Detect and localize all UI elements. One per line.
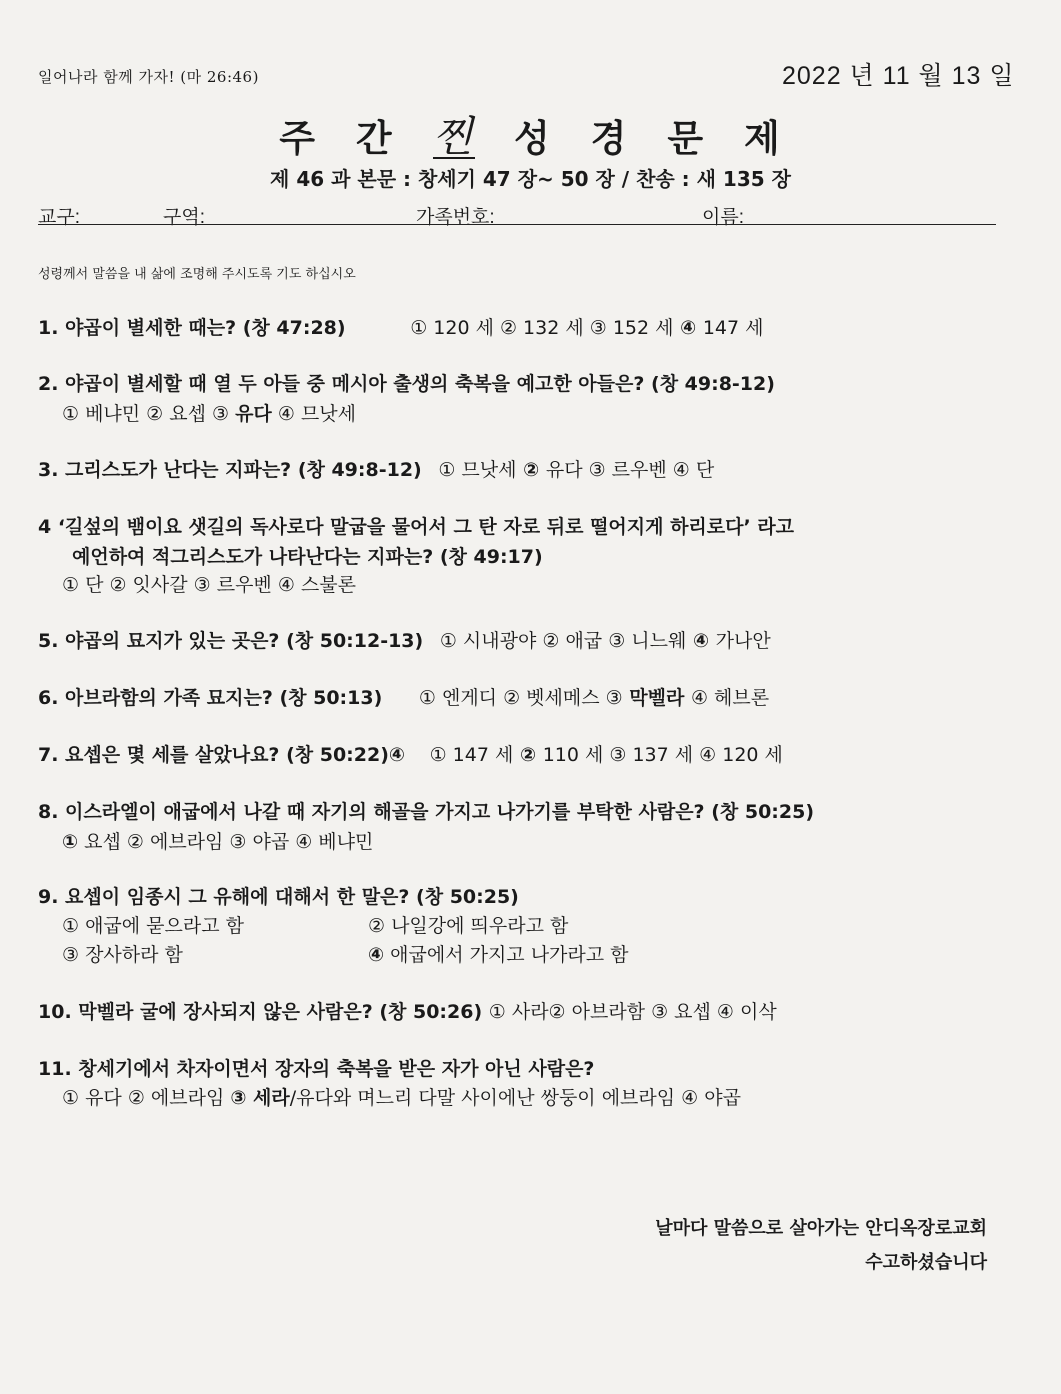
options: 요셉 ② 에브라임 ③ 야곱 ④ 베냐민 [84, 831, 374, 853]
question-1 [38, 313, 764, 340]
options: ① 시내광야 ② 애굽 ③ 니느웨 [439, 630, 687, 652]
title-char: 성 [514, 117, 552, 160]
date-text: 2022 년 11 월 13 일 [782, 62, 1015, 90]
answer-mark: ④ [680, 317, 697, 339]
options: 110 세 ③ 137 세 ④ 120 세 [542, 744, 783, 766]
closing-block [655, 1212, 987, 1280]
motto-text: 일어나라 함께 가자! (마 26:46) [38, 68, 259, 86]
question-6 [38, 683, 769, 710]
options: ① 사라② 아브라함 ③ 요셉 ④ 이삭 [488, 1001, 777, 1023]
question-2: 2. 야곱이 별세할 때 열 두 아들 중 메시아 출생의 축복을 예고한 아들은? (창 49:8-12) [38, 373, 775, 395]
title-char: 주 [279, 117, 318, 160]
question-4-options: ① 단 ② 잇사갈 ③ 르우벤 ④ 스불론 [62, 574, 356, 596]
title-char: 경 [590, 117, 629, 160]
question-10 [38, 997, 777, 1024]
options: ① 유다 ② 에브라임 [62, 1087, 225, 1109]
options: 가나안 [715, 630, 771, 652]
question-11-options [62, 1083, 741, 1110]
option: ③ 장사하라 함 [62, 944, 183, 966]
lesson-subtitle: 제 46 과 본문 : 창세기 47 장~ 50 장 / 찬송 : 새 135 장 [270, 167, 791, 191]
family-number-field[interactable]: 가족번호: [416, 207, 495, 228]
question-3 [38, 455, 714, 482]
question-text: 5. 야곱의 묘지가 있는 곳은? (창 50:12-13) [38, 630, 424, 652]
zone-field[interactable]: 구역: [163, 207, 205, 228]
title-char: 제 [743, 117, 782, 160]
options: 147 세 [702, 317, 764, 339]
question-9: 9. 요셉이 임종시 그 유해에 대해서 한 말은? (창 50:25) [38, 886, 519, 908]
answer-mark: 유다 [235, 403, 272, 425]
question-2-options [62, 399, 356, 426]
info-underline [38, 224, 996, 225]
question-text: 10. 막벨라 굴에 장사되지 않은 사람은? (창 50:26) [38, 1001, 483, 1023]
options: ④ 므낫세 [277, 403, 356, 425]
question-4-line-2: 예언하여 적그리스도가 나타난다는 지파는? (창 49:17) [72, 546, 543, 568]
answer-mark: ③ 세라 [230, 1087, 290, 1109]
question-5 [38, 626, 771, 653]
question-text: 6. 아브라함의 가족 묘지는? (창 50:13) [38, 687, 383, 709]
options: ① 147 세 [429, 744, 514, 766]
question-7 [38, 740, 783, 767]
question-text: 1. 야곱이 별세한 때는? (창 47:28) [38, 317, 346, 339]
answer-mark: ① [62, 831, 79, 853]
church-district-field[interactable]: 교구: [38, 207, 80, 228]
option-answer [368, 940, 629, 967]
title-char: 간 [355, 117, 394, 160]
options: ④ 헤브론 [690, 687, 770, 709]
option: ② 나일강에 띄우라고 함 [368, 915, 569, 937]
options: ① 엔게디 ② 벳세메스 ③ [418, 687, 623, 709]
options: ① 베냐민 ② 요셉 ③ [62, 403, 230, 425]
question-11: 11. 창세기에서 차자이면서 장자의 축복을 받은 자가 아닌 사람은? [38, 1058, 595, 1080]
question-text: 3. 그리스도가 난다는 지파는? (창 49:8-12) [38, 459, 422, 481]
prayer-text: 성령께서 말씀을 내 삶에 조명해 주시도록 기도 하십시오 [38, 267, 356, 282]
page-title [0, 108, 1061, 162]
title-char: 문 [667, 117, 706, 160]
answer-mark: 막벨라 [629, 687, 685, 709]
answer-mark: ② [519, 744, 537, 766]
options: ① 므낫세 [438, 459, 517, 481]
options: 유다 ③ 르우벤 ④ 단 [545, 459, 715, 481]
question-8: 8. 이스라엘이 애굽에서 나갈 때 자기의 해골을 가지고 나가기를 부탁한 사람은? (창 50:25) [38, 801, 815, 823]
option-text: 애굽에서 가지고 나가라고 함 [390, 944, 629, 966]
question-text: 7. 요셉은 몇 세를 살았나요? (창 50:22)④ [38, 744, 405, 766]
options: /유다와 며느리 다말 사이에난 쌍둥이 에브라임 ④ 야곱 [289, 1087, 741, 1109]
option: ① 애굽에 묻으라고 함 [62, 915, 244, 937]
answer-mark: ② [523, 459, 540, 481]
name-field[interactable]: 이름: [702, 207, 744, 228]
question-8-options [62, 827, 373, 854]
title-zzin: 찐 [432, 112, 476, 161]
church-name: 날마다 말씀으로 살아가는 안디옥장로교회 [655, 1218, 987, 1239]
thanks-text: 수고하셨습니다 [865, 1252, 987, 1273]
answer-mark: ④ [368, 944, 385, 966]
answer-mark: ④ [692, 630, 710, 652]
options: ① 120 세 ② 132 세 ③ 152 세 [410, 317, 674, 339]
question-4-line-1: 4 ‘길섶의 뱀이요 샛길의 독사로다 말굽을 물어서 그 탄 자로 뒤로 떨어지게 하리로다’ 라고 [38, 516, 795, 538]
